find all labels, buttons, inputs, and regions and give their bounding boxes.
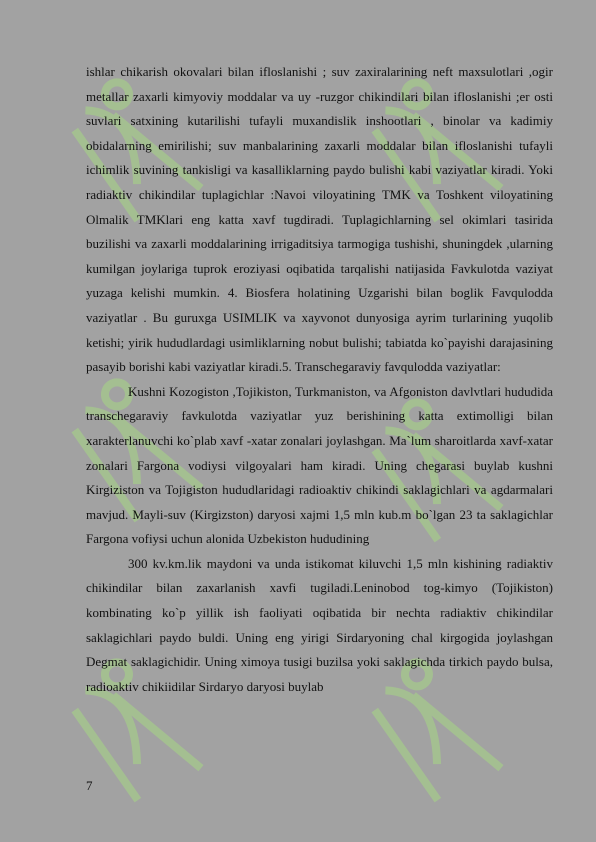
- page-number: 7: [86, 778, 93, 793]
- paragraph-1: ishlar chikarish okovalari bilan ifloslanishi ; suv zaxiralarining neft maxsulotlari ,ogir metallar zaxarli kimyoviy moddalar va uy -ruzgor chikindilari bilan ifloslanishi ;er osti suvlari satxining kutarilishi tufayli muxandislik inshootlari , binolar va kadimiy obidalarning emirilishi; suv manbalarining zaxarli moddalar bilan ifloslanishi tufayli ichimlik suvining tankisligi va kasalliklarning paydo bulishi kabi vaziyatlar kiradi. Yoki radiaktiv chikindilar tuplagichlar :Navoi viloyatining TMK va Toshkent viloyatining Olmalik TMKlari eng katta xavf tugdiradi. Tuplagichlarning sel okimlari tasirida buzilishi va zaxarli moddalarining irrigaditsiya tarmogiga tushishi, shuningdek ,ularning kumilgan joylariga tuprok eroziyasi oqibatida tarqalishi natijasida Favkulotda vaziyat yuzaga kelishi mumkin. 4. Biosfera holatining Uzgarishi bilan boglik Favqulodda vaziyatlar . Bu guruxga USIMLIK va xayvonot dunyosiga ayrim turlarining yuqolib ketishi; yirik hududlardagi usimliklarning nobut bulishi; tabiatda ko`payishi darajasining pasayib borishi kabi vaziyatlar kiradi.5. Transchegaraviy favqulodda vaziyatlar:: [86, 64, 553, 375]
- paragraph-3: 300 kv.km.lik maydoni va unda istikomat kiluvchi 1,5 mln kishining radiaktiv chikindilar bilan zaxarlanish xavfi tugiladi.Leninobod tog-kimyo (Tojikiston) kombinating ko`p yillik ish faoliyati oqibatida bir nechta radiaktiv chikindilar saklagichlari paydo buldi. Uning eng yirigi Sirdaryoning chal kirgogida joylashgan Degmat saklagichidir. Uning ximoya tusigi buzilsa yoki saklagichda tirkich paydo bulsa, radioaktiv chikiidilar Sirdaryo daryosi buylab: [86, 555, 553, 694]
- paragraph-2: Kushni Kozogiston ,Tojikiston, Turkmaniston, va Afgoniston davlvtlari hududida transchegaraviy favkulotda vaziyatlar yuz berishining katta extimolligi bilan xarakterlanuvchi ko`plab xavf -xatar zonalari joylashgan. Ma`lum sharoitlarda xavf-xatar zonalari Fargona vodiysi vilgoyalari ham kiradi. Uning chegarasi buylab kushni Kirgiziston va Tojigiston hududlaridagi radioaktiv chikindi saklagichlari va agdarmalari mavjud. Mayli-suv (Kirgizston) daryosi xajmi 1,5 mln kub.m bo`lgan 23 ta saklagichlar Fargona vofiysi uchun alonida Uzbekiston hududining: [86, 383, 553, 547]
- document-body: [86, 60, 553, 699]
